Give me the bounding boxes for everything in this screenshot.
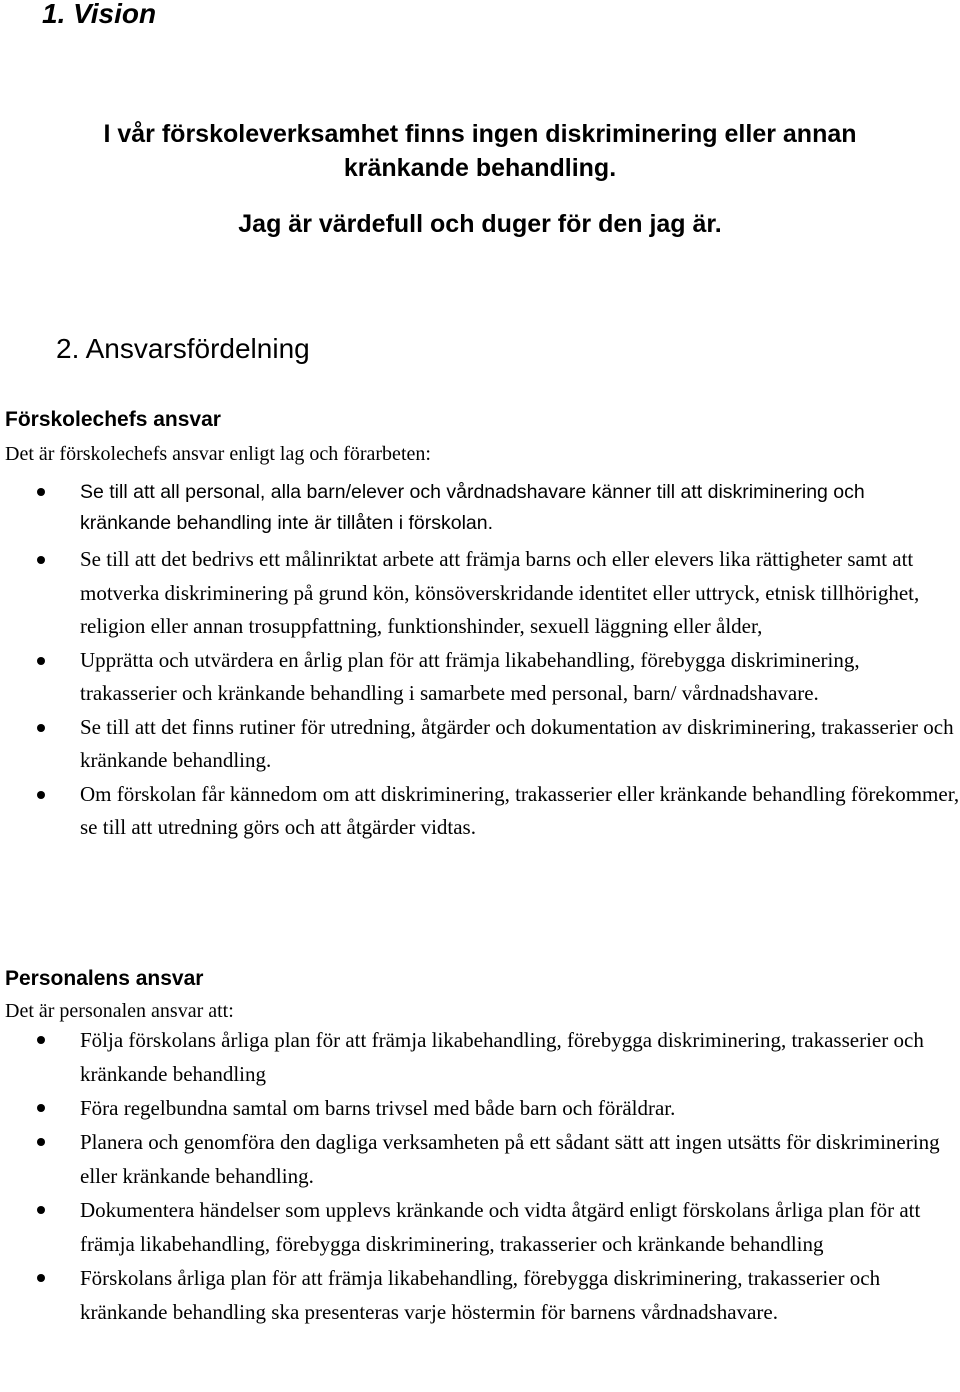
vision-line-1: I vår förskoleverksamhet finns ingen diskriminering eller annan xyxy=(103,120,857,148)
list-item: Dokumentera händelser som upplevs kränkande och vidta åtgärd enligt förskolans årliga plan för att främja likabehandling, förebygga diskriminering, trakasserier och kränkande behandling xyxy=(0,1193,960,1261)
chief-responsibility-title: Förskolechefs ansvar xyxy=(5,408,221,431)
vision-line-2: kränkande behandling. xyxy=(343,154,617,182)
bullet-icon xyxy=(37,791,45,799)
list-item: Se till att det finns rutiner för utredning, åtgärder och dokumentation av diskriminering, trakasserier och kränkande behandling. xyxy=(0,711,960,778)
chief-responsibility-intro: Det är förskolechefs ansvar enligt lag och förarbeten: xyxy=(5,443,431,465)
bullet-icon xyxy=(37,1104,45,1112)
list-item: Se till att all personal, alla barn/elever och vårdnadshavare känner till att diskriminering och kränkande behandling inte är tillåten i förskolan. xyxy=(0,477,960,539)
list-item: Om förskolan får kännedom om att diskriminering, trakasserier eller kränkande behandling förekommer, se till att utredning görs och att åtgärder vidtas. xyxy=(0,778,960,845)
chief-responsibility-list-continued xyxy=(0,543,960,845)
section-heading-responsibility: 2. Ansvarsfördelning xyxy=(56,333,310,364)
list-item: Se till att det bedrivs ett målinriktat arbete att främja barns och eller elevers lika rättigheter samt att motverka diskriminering på grund kön, könsöverskridande identitet eller uttryck, etnisk tillhörighet, religion eller annan trosuppfattning, funktionshinder, sexuell läggning eller ålder, xyxy=(0,543,960,644)
bullet-icon xyxy=(37,1206,45,1214)
vision-statement xyxy=(0,117,960,185)
bullet-icon xyxy=(37,488,45,496)
list-item: Föra regelbundna samtal om barns trivsel med både barn och föräldrar. xyxy=(0,1091,960,1125)
bullet-icon xyxy=(37,724,45,732)
list-item: Upprätta och utvärdera en årlig plan för att främja likabehandling, förebygga diskriminering, trakasserier och kränkande behandling i samarbete med personal, barn/ vårdnadshavare. xyxy=(0,644,960,711)
chief-responsibility-list xyxy=(0,477,960,541)
staff-responsibility-list xyxy=(0,1023,960,1329)
bullet-icon xyxy=(37,1036,45,1044)
bullet-icon xyxy=(37,1274,45,1282)
list-item: Planera och genomföra den dagliga verksamheten på ett sådant sätt att ingen utsätts för diskriminering eller kränkande behandling. xyxy=(0,1125,960,1193)
staff-responsibility-title: Personalens ansvar xyxy=(5,967,204,990)
staff-responsibility-intro: Det är personalen ansvar att: xyxy=(5,1000,234,1022)
bullet-icon xyxy=(37,1138,45,1146)
list-item: Följa förskolans årliga plan för att främja likabehandling, förebygga diskriminering, trakasserier och kränkande behandling xyxy=(0,1023,960,1091)
section-heading-vision: 1. Vision xyxy=(42,0,157,29)
bullet-icon xyxy=(37,556,45,564)
bullet-icon xyxy=(37,657,45,665)
vision-motto: Jag är värdefull och duger för den jag är. xyxy=(238,210,722,238)
list-item: Förskolans årliga plan för att främja likabehandling, förebygga diskriminering, trakasserier och kränkande behandling ska presenteras varje höstermin för barnens vårdnadshavare. xyxy=(0,1261,960,1329)
